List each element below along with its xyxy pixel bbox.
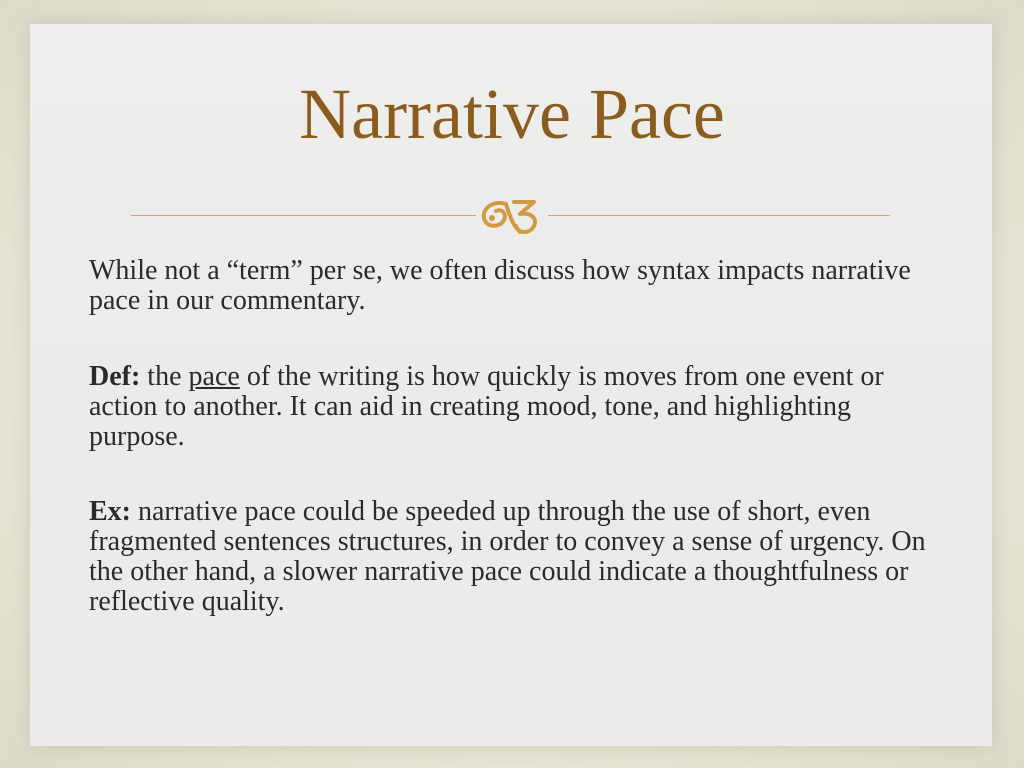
definition-paragraph bbox=[89, 362, 929, 452]
example-label: Ex: bbox=[89, 496, 131, 527]
fleuron-icon bbox=[476, 194, 548, 238]
definition-label: Def: bbox=[89, 361, 141, 392]
slide-body bbox=[89, 256, 929, 662]
title-divider-left bbox=[131, 215, 476, 216]
intro-paragraph: While not a “term” per se, we often discuss how syntax impacts narrative pace in our commentary. bbox=[89, 255, 911, 316]
definition-text-after: of the writing is how quickly is moves from one event or action to another. It can aid in creating mood, tone, and highlighting purpose. bbox=[89, 361, 884, 452]
title-divider-right bbox=[548, 215, 890, 216]
example-text: narrative pace could be speeded up through the use of short, even fragmented sentences structures, in order to convey a sense of urgency. On the other hand, a slower narrative pace could indicate a thoughtfulness or reflective quality. bbox=[89, 496, 926, 617]
definition-underlined-word: pace bbox=[188, 361, 240, 392]
slide-title: Narrative Pace bbox=[299, 74, 725, 154]
example-paragraph bbox=[89, 497, 929, 617]
definition-text-before: the bbox=[140, 361, 189, 392]
